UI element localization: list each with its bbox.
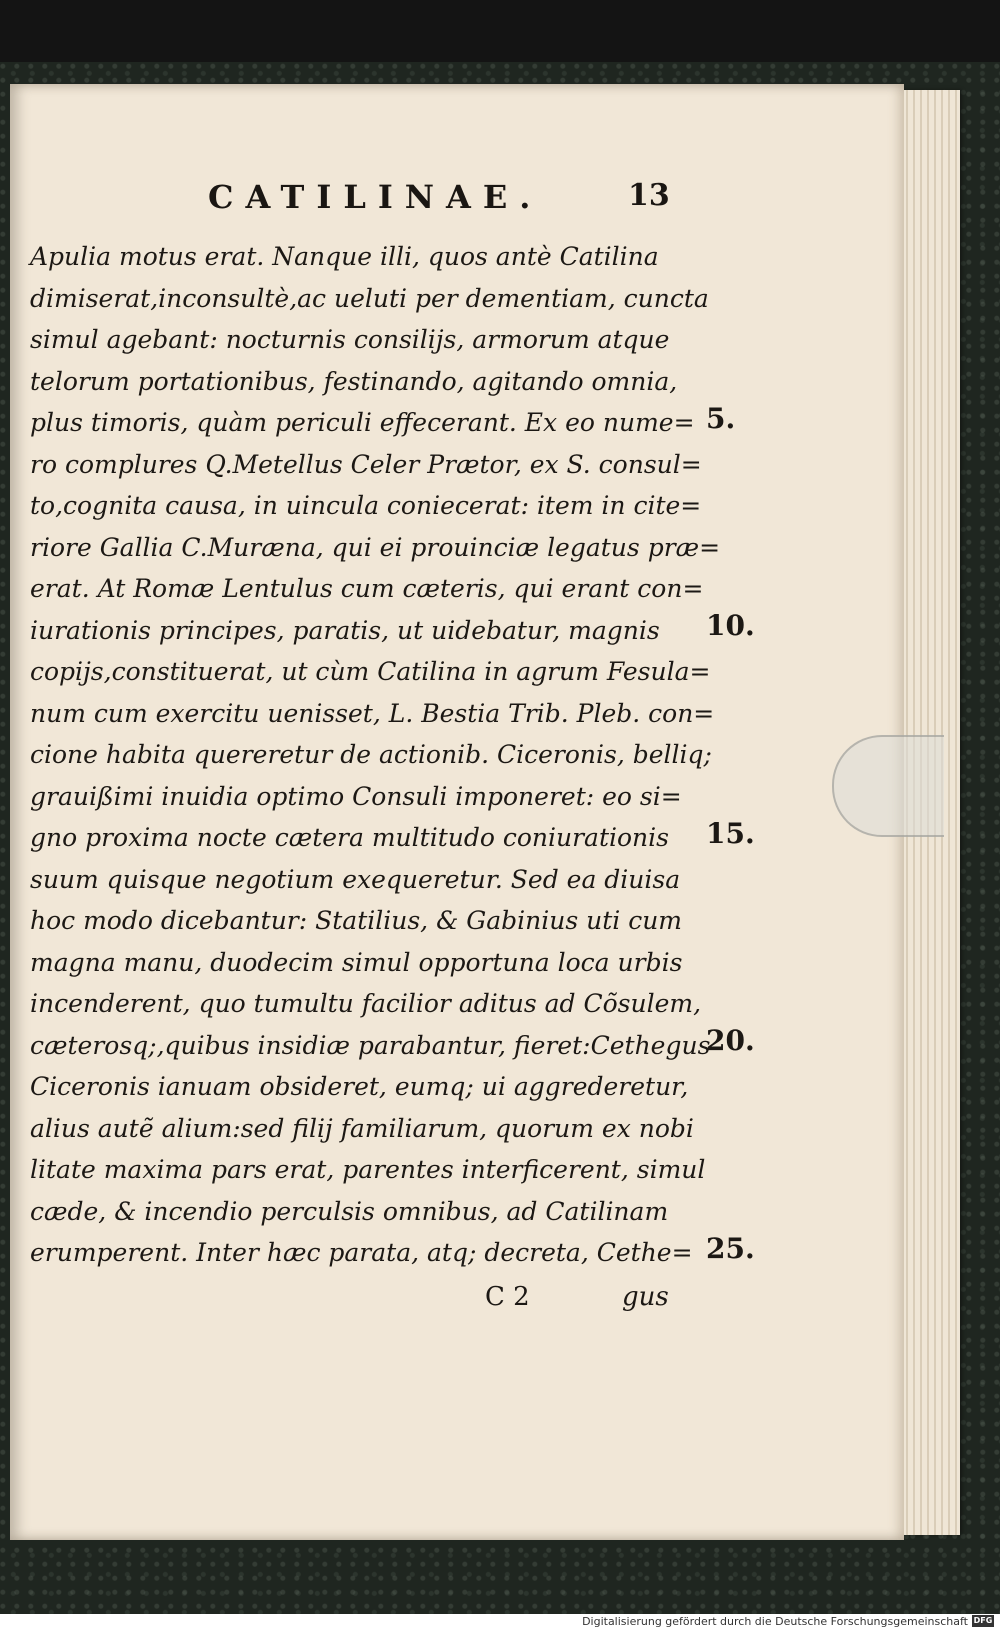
- line-number-margin: 25.: [706, 1232, 755, 1265]
- text-line: riore Gallia C.Muræna, qui ei prouinciæ legatus præ=: [30, 532, 721, 562]
- line-number-margin: 10.: [706, 609, 755, 642]
- text-line: simul agebant: nocturnis consilijs, armorum atque: [30, 325, 670, 354]
- text-line: plus timoris, quàm periculi effecerant. Ex eo nume=: [30, 408, 695, 437]
- credit-bar: [0, 1614, 1000, 1629]
- page-header: [148, 178, 688, 226]
- text-line: alius autẽ alium:sed filij familiarum, quorum ex nobi: [30, 1113, 694, 1143]
- page-clip: [832, 735, 944, 837]
- page-footer: [30, 1282, 680, 1322]
- credit-text: Digitalisierung gefördert durch die Deutsche Forschungsgemeinschaft: [582, 1615, 968, 1628]
- text-line: suum quisque negotium exequeretur. Sed ea diuisa: [30, 864, 681, 894]
- text-line: hoc modo dicebantur: Statilius, & Gabinius uti cum: [30, 906, 683, 935]
- text-line: dimiserat,inconsultè,ac ueluti per dementiam, cuncta: [30, 283, 709, 313]
- text-line: cæterosq;,quibus insidiæ parabantur, fieret:Cethegus: [30, 1030, 711, 1060]
- text-line: incenderent, quo tumultu facilior aditus ad Cõsulem,: [30, 989, 702, 1018]
- folio-number: 13: [628, 178, 670, 213]
- signature-mark: C 2: [485, 1282, 530, 1312]
- text-line: grauißimi inuidia optimo Consuli imponeret: eo si=: [30, 781, 682, 811]
- text-line: num cum exercitu uenisset, L. Bestia Trib. Pleb. con=: [30, 698, 715, 728]
- text-line: cione habita quereretur de actionib. Ciceronis, belliq;: [30, 740, 712, 769]
- text-line: erat. At Romæ Lentulus cum cæteris, qui erant con=: [30, 574, 704, 603]
- catchword: gus: [622, 1282, 669, 1312]
- text-line: telorum portationibus, festinando, agitando omnia,: [30, 366, 678, 396]
- line-number-margin: 15.: [706, 817, 755, 850]
- text-line: copijs,constituerat, ut cùm Catilina in agrum Fesula=: [30, 657, 711, 686]
- dfg-logo: DFG: [973, 1616, 993, 1625]
- running-title: CATILINAE.: [208, 178, 543, 216]
- text-line: iurationis principes, paratis, ut uidebatur, magnis: [30, 615, 660, 645]
- text-line: litate maxima pars erat, parentes interficerent, simul: [30, 1155, 706, 1184]
- body-text: [30, 236, 755, 1274]
- text-line: Ciceronis ianuam obsideret, eumq; ui aggrederetur,: [30, 1072, 689, 1101]
- line-number-margin: 5.: [706, 402, 736, 435]
- text-line: gno proxima nocte cætera multitudo coniurationis: [30, 823, 669, 852]
- text-line: ro complures Q.Metellus Celer Prætor, ex S. consul=: [30, 449, 702, 479]
- text-line: to,cognita causa, in uincula coniecerat: item in cite=: [30, 491, 702, 520]
- text-line: magna manu, duodecim simul opportuna loca urbis: [30, 947, 683, 977]
- text-line: Apulia motus erat. Nanque illi, quos antè Catilina: [30, 242, 659, 271]
- line-number-margin: 20.: [706, 1024, 755, 1057]
- text-line: cæde, & incendio perculsis omnibus, ad Catilinam: [30, 1196, 669, 1226]
- text-line: erumperent. Inter hæc parata, atq; decreta, Cethe=: [30, 1238, 693, 1267]
